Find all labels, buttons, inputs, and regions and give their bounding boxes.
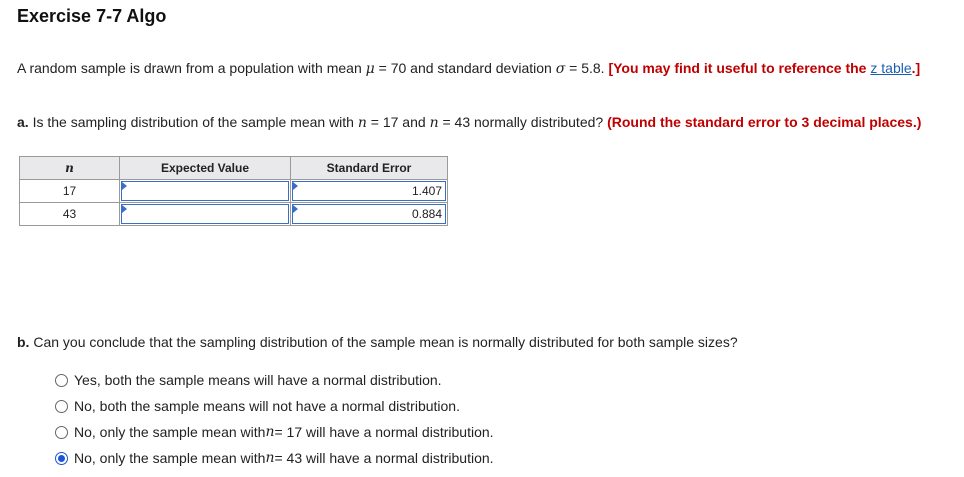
exercise-title: Exercise 7-7 Algo xyxy=(17,6,167,26)
table-row xyxy=(20,203,448,226)
expected-value-cell xyxy=(120,180,291,203)
problem-statement xyxy=(17,59,952,78)
standard-error-text: 0.884 xyxy=(411,207,442,221)
table-row xyxy=(20,180,448,203)
radio-button-selected[interactable] xyxy=(55,452,68,465)
option-label-end: = 17 will have a normal distribution. xyxy=(274,424,494,440)
input-marker-icon xyxy=(293,205,298,213)
input-marker-icon xyxy=(122,182,127,190)
n-symbol: n xyxy=(265,450,275,466)
row-n-cell: 43 xyxy=(20,203,120,226)
option-no-both-not-normal[interactable] xyxy=(55,393,494,419)
option-label: Yes, both the sample means will have a normal distribution. xyxy=(74,372,442,388)
standard-error-input[interactable] xyxy=(292,204,446,224)
rounding-instruction: (Round the standard error to 3 decimal places.) xyxy=(607,114,922,130)
hint-open: [You may find it useful to reference the xyxy=(608,60,871,76)
n2-text: = 43 normally distributed? xyxy=(438,114,608,130)
option-yes-both-normal[interactable] xyxy=(55,367,494,393)
answer-options xyxy=(55,367,494,471)
part-b-question xyxy=(17,334,738,350)
intro-text: A random sample is drawn from a population with mean xyxy=(17,60,366,76)
z-table-link[interactable]: z table xyxy=(870,60,912,76)
radio-button[interactable] xyxy=(55,426,68,439)
sigma-value: = 5.8. xyxy=(565,60,609,76)
standard-error-cell xyxy=(291,180,448,203)
input-marker-icon xyxy=(122,205,127,213)
n1-text: = 17 and xyxy=(366,114,430,130)
option-label-end: = 43 will have a normal distribution. xyxy=(274,450,494,466)
standard-error-text: 1.407 xyxy=(411,184,442,198)
standard-error-cell xyxy=(291,203,448,226)
n-symbol: n xyxy=(429,115,439,131)
table-header-row xyxy=(20,157,448,180)
option-label: No, only the sample mean with xyxy=(74,450,266,466)
n-symbol: n xyxy=(265,424,275,440)
standard-error-input[interactable] xyxy=(292,181,446,201)
header-standard-error: Standard Error xyxy=(291,157,448,180)
row-n-cell: 17 xyxy=(20,180,120,203)
sigma-symbol: σ xyxy=(555,61,566,77)
option-label: No, only the sample mean with xyxy=(74,424,266,440)
header-expected-value: Expected Value xyxy=(120,157,291,180)
part-b-label: b. xyxy=(17,334,30,350)
expected-value-input[interactable] xyxy=(121,204,289,224)
hint-close: .] xyxy=(911,60,921,76)
radio-button[interactable] xyxy=(55,400,68,413)
input-marker-icon xyxy=(293,182,298,190)
part-a-text: Is the sampling distribution of the sample mean with xyxy=(28,114,358,130)
answer-table xyxy=(19,156,448,226)
option-only-n17-normal[interactable] xyxy=(55,419,494,445)
n-symbol: n xyxy=(357,115,367,131)
header-n: n xyxy=(20,157,120,180)
option-label: No, both the sample means will not have a normal distribution. xyxy=(74,398,460,414)
radio-button[interactable] xyxy=(55,374,68,387)
part-a-question xyxy=(17,113,957,132)
part-a-label: a. xyxy=(17,114,29,130)
part-b-text: Can you conclude that the sampling distribution of the sample mean is normally distributed for both sample sizes? xyxy=(29,334,738,350)
expected-value-cell xyxy=(120,203,291,226)
mu-value: = 70 and standard deviation xyxy=(374,60,556,76)
expected-value-input[interactable] xyxy=(121,181,289,201)
option-only-n43-normal[interactable] xyxy=(55,445,494,471)
mu-symbol: μ xyxy=(365,61,375,77)
